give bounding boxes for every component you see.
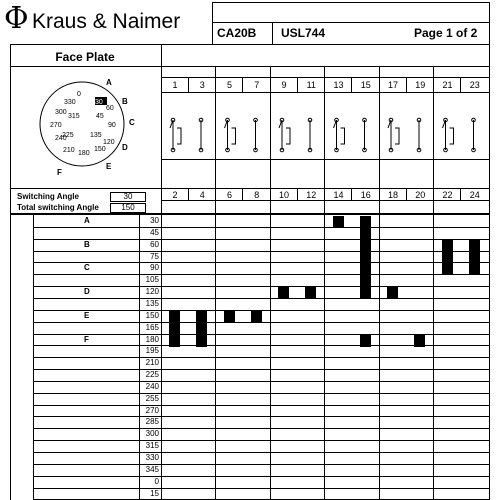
dial-angle: 135 bbox=[90, 132, 102, 139]
terminal-bottom-24: 24 bbox=[469, 190, 480, 200]
terminal-bottom-10: 10 bbox=[278, 190, 289, 200]
brand-symbol: Φ bbox=[4, 1, 29, 36]
angle-label: 210 bbox=[145, 358, 159, 367]
angle-label: 45 bbox=[150, 228, 159, 237]
contact-closed-block bbox=[360, 228, 371, 240]
dial-angle: 90 bbox=[108, 122, 116, 129]
face-plate-title: Face Plate bbox=[55, 50, 115, 64]
terminal-top-21: 21 bbox=[442, 80, 453, 90]
angle-label: 90 bbox=[150, 263, 159, 272]
contact-closed-block bbox=[224, 311, 235, 323]
model-number: CA20B bbox=[217, 26, 257, 40]
contact-closed-block bbox=[360, 240, 371, 252]
position-label-c: C bbox=[84, 263, 90, 272]
contact-closed-block bbox=[169, 323, 180, 335]
contact-closed-block bbox=[360, 287, 371, 299]
row-divider bbox=[33, 381, 490, 382]
terminal-top-9: 9 bbox=[281, 80, 287, 90]
dial-angle: 180 bbox=[78, 150, 90, 157]
row-divider bbox=[33, 440, 490, 441]
dial-angle: 270 bbox=[50, 122, 62, 129]
row-divider bbox=[33, 452, 490, 453]
angle-label: 240 bbox=[145, 382, 159, 391]
terminal-top-23: 23 bbox=[469, 80, 480, 90]
dial-angle: 210 bbox=[63, 147, 75, 154]
dial-angle: 0 bbox=[77, 91, 81, 98]
dial-letter-c: C bbox=[129, 118, 135, 127]
contact-symbol bbox=[334, 120, 365, 150]
angle-label: 285 bbox=[145, 417, 159, 426]
terminal-bottom-16: 16 bbox=[360, 190, 371, 200]
row-divider bbox=[33, 286, 490, 287]
contact-symbols bbox=[161, 100, 491, 160]
contact-closed-block bbox=[442, 240, 453, 252]
contact-closed-block bbox=[469, 240, 480, 252]
row-divider bbox=[33, 464, 490, 465]
contact-closed-block bbox=[333, 216, 344, 228]
switching-angle-label: Switching Angle bbox=[17, 192, 79, 201]
contact-closed-block bbox=[360, 263, 371, 275]
contact-closed-block bbox=[360, 335, 371, 347]
dial-angle: 225 bbox=[62, 132, 74, 139]
row-divider bbox=[33, 416, 490, 417]
angle-label: 270 bbox=[145, 406, 159, 415]
position-label-f: F bbox=[84, 335, 89, 344]
angle-label: 165 bbox=[145, 323, 159, 332]
terminal-top-3: 3 bbox=[199, 80, 205, 90]
contact-closed-block bbox=[414, 335, 425, 347]
terminal-top-5: 5 bbox=[226, 80, 232, 90]
terminal-top-15: 15 bbox=[360, 80, 371, 90]
switching-angle-value: 30 bbox=[110, 192, 146, 202]
row-divider bbox=[33, 393, 490, 394]
row-divider bbox=[33, 488, 490, 489]
terminal-bottom-6: 6 bbox=[226, 190, 232, 200]
angle-label: 225 bbox=[145, 370, 159, 379]
dial-letter-a: A bbox=[106, 78, 112, 87]
dial-angle: 315 bbox=[68, 113, 80, 120]
terminal-bottom-8: 8 bbox=[254, 190, 260, 200]
total-switching-angle-value: 150 bbox=[110, 203, 146, 213]
angle-label: 60 bbox=[150, 240, 159, 249]
contact-closed-block bbox=[469, 263, 480, 275]
dial-letter-d: D bbox=[122, 143, 128, 152]
dial-angle-selected: 30 bbox=[95, 99, 103, 106]
terminal-bottom-22: 22 bbox=[442, 190, 453, 200]
dial-angle: 120 bbox=[103, 139, 115, 146]
contact-symbol bbox=[443, 120, 474, 150]
terminal-bottom-2: 2 bbox=[172, 190, 178, 200]
contact-closed-block bbox=[360, 216, 371, 228]
contact-closed-block bbox=[196, 335, 207, 347]
angle-label: 180 bbox=[145, 335, 159, 344]
contact-closed-block bbox=[251, 311, 262, 323]
position-label-a: A bbox=[84, 216, 90, 225]
row-divider bbox=[33, 262, 490, 263]
contact-closed-block bbox=[360, 275, 371, 287]
terminal-top-17: 17 bbox=[387, 80, 398, 90]
contact-symbol bbox=[279, 120, 310, 150]
terminal-bottom-20: 20 bbox=[415, 190, 426, 200]
angle-label: 120 bbox=[145, 287, 159, 296]
contact-symbol bbox=[225, 120, 256, 150]
dial-angle: 300 bbox=[55, 109, 67, 116]
angle-label: 330 bbox=[145, 453, 159, 462]
angle-label: 15 bbox=[150, 489, 159, 498]
row-divider bbox=[33, 227, 490, 228]
face-plate-dial bbox=[10, 68, 160, 188]
terminal-top-13: 13 bbox=[333, 80, 344, 90]
contact-closed-block bbox=[278, 287, 289, 299]
dial-angle: 240 bbox=[55, 135, 67, 142]
row-divider bbox=[33, 369, 490, 370]
dial-letter-e: E bbox=[106, 162, 112, 171]
total-switching-angle-label: Total switching Angle bbox=[17, 203, 99, 212]
angle-label: 300 bbox=[145, 429, 159, 438]
terminal-top-1: 1 bbox=[172, 80, 178, 90]
contact-closed-block bbox=[387, 287, 398, 299]
dial-angle: 60 bbox=[106, 105, 114, 112]
contact-closed-block bbox=[196, 311, 207, 323]
contact-closed-block bbox=[305, 287, 316, 299]
dial-angle: 150 bbox=[94, 146, 106, 153]
contact-closed-block bbox=[196, 323, 207, 335]
terminal-top-7: 7 bbox=[254, 80, 260, 90]
terminal-bottom-12: 12 bbox=[306, 190, 317, 200]
angle-label: 105 bbox=[145, 275, 159, 284]
angle-label: 0 bbox=[154, 477, 159, 486]
contact-symbol bbox=[170, 120, 201, 150]
angle-label: 255 bbox=[145, 394, 159, 403]
row-divider bbox=[33, 405, 490, 406]
dial-letter-b: B bbox=[122, 97, 128, 106]
page-indicator: Page 1 of 2 bbox=[414, 26, 478, 40]
angle-label: 135 bbox=[145, 299, 159, 308]
dial-angle: 45 bbox=[96, 113, 104, 120]
contact-closed-block bbox=[169, 335, 180, 347]
row-divider bbox=[33, 298, 490, 299]
terminal-top-11: 11 bbox=[306, 80, 316, 90]
angle-label: 150 bbox=[145, 311, 159, 320]
terminal-bottom-18: 18 bbox=[387, 190, 398, 200]
angle-label: 30 bbox=[150, 216, 159, 225]
row-divider bbox=[33, 251, 490, 252]
position-label-d: D bbox=[84, 287, 90, 296]
row-divider bbox=[33, 274, 490, 275]
angle-label: 75 bbox=[150, 252, 159, 261]
contact-closed-block bbox=[169, 311, 180, 323]
angle-label: 315 bbox=[145, 441, 159, 450]
angle-label: 345 bbox=[145, 465, 159, 474]
dial-letter-f: F bbox=[57, 168, 62, 177]
contact-closed-block bbox=[442, 263, 453, 275]
position-label-e: E bbox=[84, 311, 90, 320]
switch-code: USL744 bbox=[281, 26, 326, 40]
row-divider bbox=[33, 239, 490, 240]
row-divider bbox=[33, 357, 490, 358]
dial-angle: 330 bbox=[64, 99, 76, 106]
angle-label: 195 bbox=[145, 346, 159, 355]
brand-logo bbox=[0, 0, 200, 40]
terminal-bottom-14: 14 bbox=[333, 190, 344, 200]
row-divider bbox=[33, 428, 490, 429]
brand-name: Kraus & Naimer bbox=[32, 10, 181, 33]
terminal-top-19: 19 bbox=[415, 80, 426, 90]
contact-symbol bbox=[388, 120, 419, 150]
row-divider bbox=[33, 476, 490, 477]
terminal-bottom-4: 4 bbox=[199, 190, 205, 200]
position-label-b: B bbox=[84, 240, 90, 249]
